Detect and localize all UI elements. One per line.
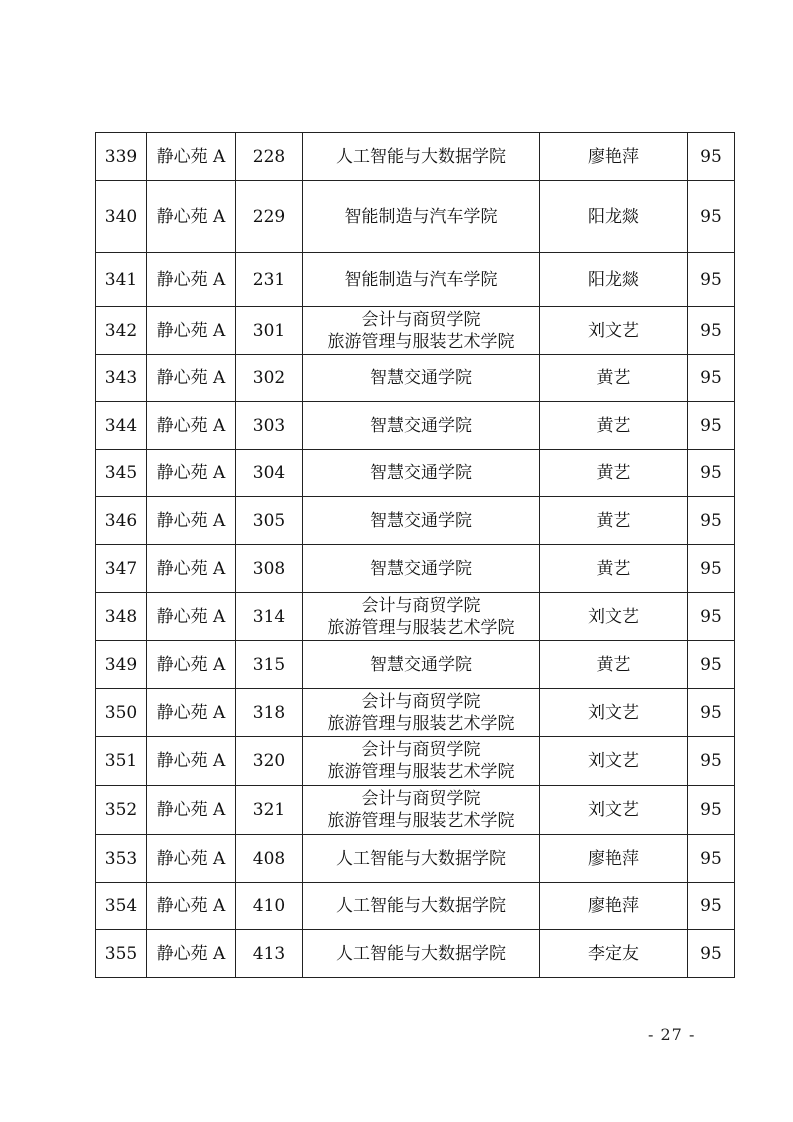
person-cell: 阳龙燚 [540,181,688,253]
department-line: 旅游管理与服装艺术学院 [327,762,515,782]
room-cell: 410 [236,883,303,930]
room-cell: 308 [236,545,303,593]
table-row [96,737,735,786]
table-row [96,133,735,181]
department-line: 智能制造与汽车学院 [344,269,498,290]
building-cell: 静心苑 A [147,253,236,307]
row-number-cell: 351 [96,737,147,786]
table-row [96,307,735,355]
table-row [96,593,735,641]
table-row [96,355,735,402]
row-number-cell: 340 [96,181,147,253]
department-cell [303,883,540,930]
building-cell: 静心苑 A [147,181,236,253]
row-number-cell: 342 [96,307,147,355]
department-cell [303,402,540,450]
building-cell: 静心苑 A [147,737,236,786]
row-number-cell: 353 [96,835,147,883]
person-cell: 黄艺 [540,402,688,450]
score-cell: 95 [688,450,735,497]
department-cell [303,355,540,402]
department-line: 智慧交通学院 [370,463,472,483]
table-row [96,930,735,978]
department-line: 智慧交通学院 [370,558,472,579]
person-cell: 黄艺 [540,497,688,545]
department-line: 会计与商贸学院 [361,691,481,712]
room-cell: 305 [236,497,303,545]
row-number-cell: 348 [96,593,147,641]
row-number-cell: 349 [96,641,147,689]
department-line: 智能制造与汽车学院 [344,206,498,227]
row-number-cell: 344 [96,402,147,450]
department-line: 旅游管理与服装艺术学院 [327,331,515,352]
room-cell: 231 [236,253,303,307]
score-cell: 95 [688,786,735,835]
person-cell: 黄艺 [540,641,688,689]
row-number-cell: 346 [96,497,147,545]
score-cell: 95 [688,930,735,978]
department-line: 会计与商贸学院 [361,789,481,809]
room-cell: 413 [236,930,303,978]
department-cell [303,497,540,545]
row-number-cell: 352 [96,786,147,835]
inspection-table [95,132,735,978]
department-cell [303,930,540,978]
score-cell: 95 [688,641,735,689]
department-cell [303,181,540,253]
department-line: 会计与商贸学院 [361,309,481,330]
table-row [96,883,735,930]
department-cell [303,307,540,355]
room-cell: 314 [236,593,303,641]
room-cell: 301 [236,307,303,355]
person-cell: 刘文艺 [540,307,688,355]
department-cell [303,689,540,737]
person-cell: 廖艳萍 [540,883,688,930]
room-cell: 303 [236,402,303,450]
building-cell: 静心苑 A [147,450,236,497]
score-cell: 95 [688,402,735,450]
department-line: 旅游管理与服装艺术学院 [327,713,515,734]
building-cell: 静心苑 A [147,883,236,930]
person-cell: 黄艺 [540,355,688,402]
building-cell: 静心苑 A [147,133,236,181]
score-cell: 95 [688,181,735,253]
row-number-cell: 347 [96,545,147,593]
building-cell: 静心苑 A [147,835,236,883]
score-cell: 95 [688,593,735,641]
row-number-cell: 355 [96,930,147,978]
room-cell: 321 [236,786,303,835]
department-cell [303,133,540,181]
row-number-cell: 341 [96,253,147,307]
score-cell: 95 [688,737,735,786]
room-cell: 320 [236,737,303,786]
page-number: - 27 - [648,1025,696,1044]
department-cell [303,593,540,641]
department-line: 人工智能与大数据学院 [336,943,506,964]
room-cell: 302 [236,355,303,402]
person-cell: 刘文艺 [540,593,688,641]
department-line: 智慧交通学院 [370,654,472,675]
person-cell: 廖艳萍 [540,133,688,181]
table-row [96,402,735,450]
department-line: 人工智能与大数据学院 [336,896,506,916]
room-cell: 315 [236,641,303,689]
row-number-cell: 350 [96,689,147,737]
score-cell: 95 [688,497,735,545]
table-row [96,545,735,593]
table-row [96,497,735,545]
score-cell: 95 [688,355,735,402]
building-cell: 静心苑 A [147,930,236,978]
department-line: 智慧交通学院 [370,510,472,531]
person-cell: 廖艳萍 [540,835,688,883]
building-cell: 静心苑 A [147,355,236,402]
department-line: 旅游管理与服装艺术学院 [327,617,515,638]
room-cell: 228 [236,133,303,181]
table-row [96,641,735,689]
room-cell: 229 [236,181,303,253]
building-cell: 静心苑 A [147,786,236,835]
person-cell: 黄艺 [540,450,688,497]
person-cell: 李定友 [540,930,688,978]
person-cell: 刘文艺 [540,737,688,786]
person-cell: 阳龙燚 [540,253,688,307]
building-cell: 静心苑 A [147,641,236,689]
table-row [96,450,735,497]
person-cell: 刘文艺 [540,689,688,737]
department-line: 智慧交通学院 [370,368,472,388]
table-row [96,689,735,737]
row-number-cell: 339 [96,133,147,181]
row-number-cell: 354 [96,883,147,930]
building-cell: 静心苑 A [147,689,236,737]
department-line: 智慧交通学院 [370,415,472,436]
score-cell: 95 [688,133,735,181]
building-cell: 静心苑 A [147,307,236,355]
department-cell [303,641,540,689]
department-cell [303,835,540,883]
department-line: 人工智能与大数据学院 [336,146,506,167]
building-cell: 静心苑 A [147,545,236,593]
department-line: 会计与商贸学院 [361,595,481,616]
score-cell: 95 [688,689,735,737]
department-cell [303,786,540,835]
score-cell: 95 [688,253,735,307]
table-row [96,835,735,883]
table-row [96,181,735,253]
table-row [96,253,735,307]
room-cell: 318 [236,689,303,737]
score-cell: 95 [688,835,735,883]
score-cell: 95 [688,545,735,593]
department-cell [303,253,540,307]
department-cell [303,737,540,786]
department-cell [303,450,540,497]
building-cell: 静心苑 A [147,497,236,545]
room-cell: 304 [236,450,303,497]
table-body [96,133,735,978]
building-cell: 静心苑 A [147,593,236,641]
department-line: 会计与商贸学院 [361,740,481,760]
table-row [96,786,735,835]
score-cell: 95 [688,883,735,930]
row-number-cell: 343 [96,355,147,402]
person-cell: 刘文艺 [540,786,688,835]
department-line: 旅游管理与服装艺术学院 [327,811,515,831]
row-number-cell: 345 [96,450,147,497]
department-line: 人工智能与大数据学院 [336,848,506,869]
score-cell: 95 [688,307,735,355]
department-cell [303,545,540,593]
person-cell: 黄艺 [540,545,688,593]
building-cell: 静心苑 A [147,402,236,450]
room-cell: 408 [236,835,303,883]
